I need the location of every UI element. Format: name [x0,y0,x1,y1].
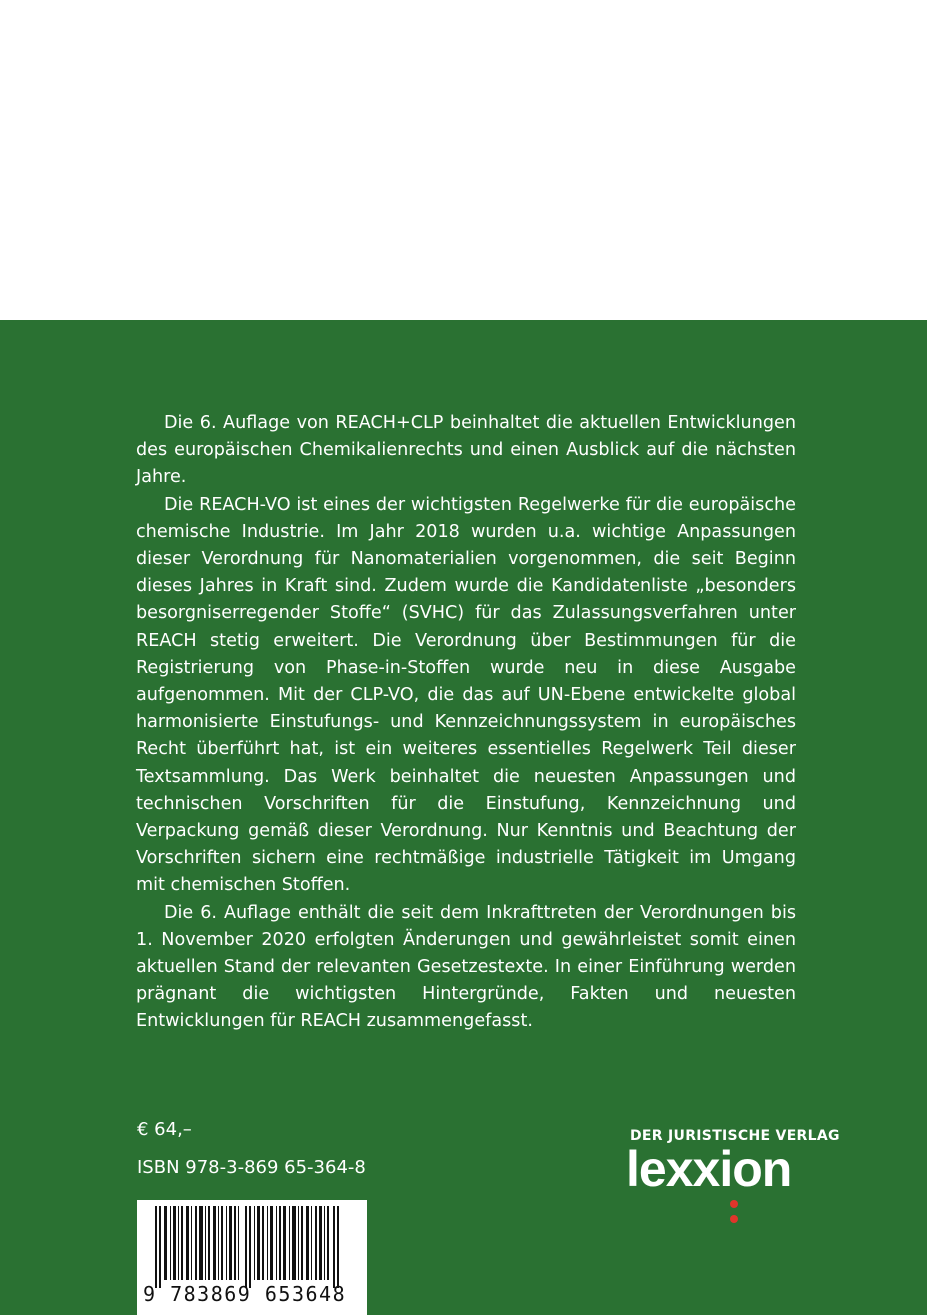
description-paragraph: Die 6. Auflage enthält die seit dem Inkrafttreten der Verordnungen bis 1. November 2020 erfolgten Änderungen und gewährleistet somit einen aktuellen Stand der relevanten Gesetzestexte. In einer Einführung werden prägnant die wichtigsten Hintergründe, Fakten und neuesten Entwicklungen für REACH zusammengefasst. [136,902,796,1032]
description-paragraph: Die 6. Auflage von REACH+CLP beinhaltet die aktuellen Entwicklungen des europäischen Chemikalienrechts und einen Ausblick auf die nächsten Jahre. [136,413,796,488]
publisher-tagline: DER JURISTISCHE VERLAG [630,1128,840,1144]
book-description [136,410,796,1036]
description-paragraph: Die REACH-VO ist eines der wichtigsten Regelwerke für die europäische chemische Industrie. Im Jahr 2018 wurden u.a. wichtige Anpassungen dieser Verordnung für Nanomaterialien vorgenommen, die seit Beginn dieses Jahres in Kraft sind. Zudem wurde die Kandidatenliste „besonders besorgniserregender Stoffe“ (SVHC) für das Zulassungsverfahren unter REACH stetig erweitert. Die Verordnung über Bestimmungen für die Registrierung von Phase-in-Stoffen wurde neu in diese Ausgabe aufgenommen. Mit der CLP-VO, die das auf UN-Ebene entwickelte global harmonisierte Einstufungs- und Kennzeichnungssystem in europäisches Recht überführt hat, ist ein weiteres essentielles Regelwerk Teil dieser Textsammlung. Das Werk beinhaltet die neuesten Anpassungen und technischen Vorschriften für die Einstufung, Kennzeichnung und Verpackung gemäß dieser Verordnung. Nur Kenntnis und Beachtung der Vorschriften sichern eine rechtmäßige industrielle Tätigkeit im Umgang mit chemischen Stoffen. [136,494,796,896]
top-white-area [0,0,927,320]
barcode [137,1200,367,1315]
barcode-number: 9 783869 653648 [143,1282,347,1306]
logo-colon-icon [728,1198,742,1228]
publisher-logo: lexxion [626,1141,792,1197]
price-label: € 64,– [137,1119,192,1140]
isbn-label: ISBN 978-3-869 65-364-8 [137,1157,366,1178]
